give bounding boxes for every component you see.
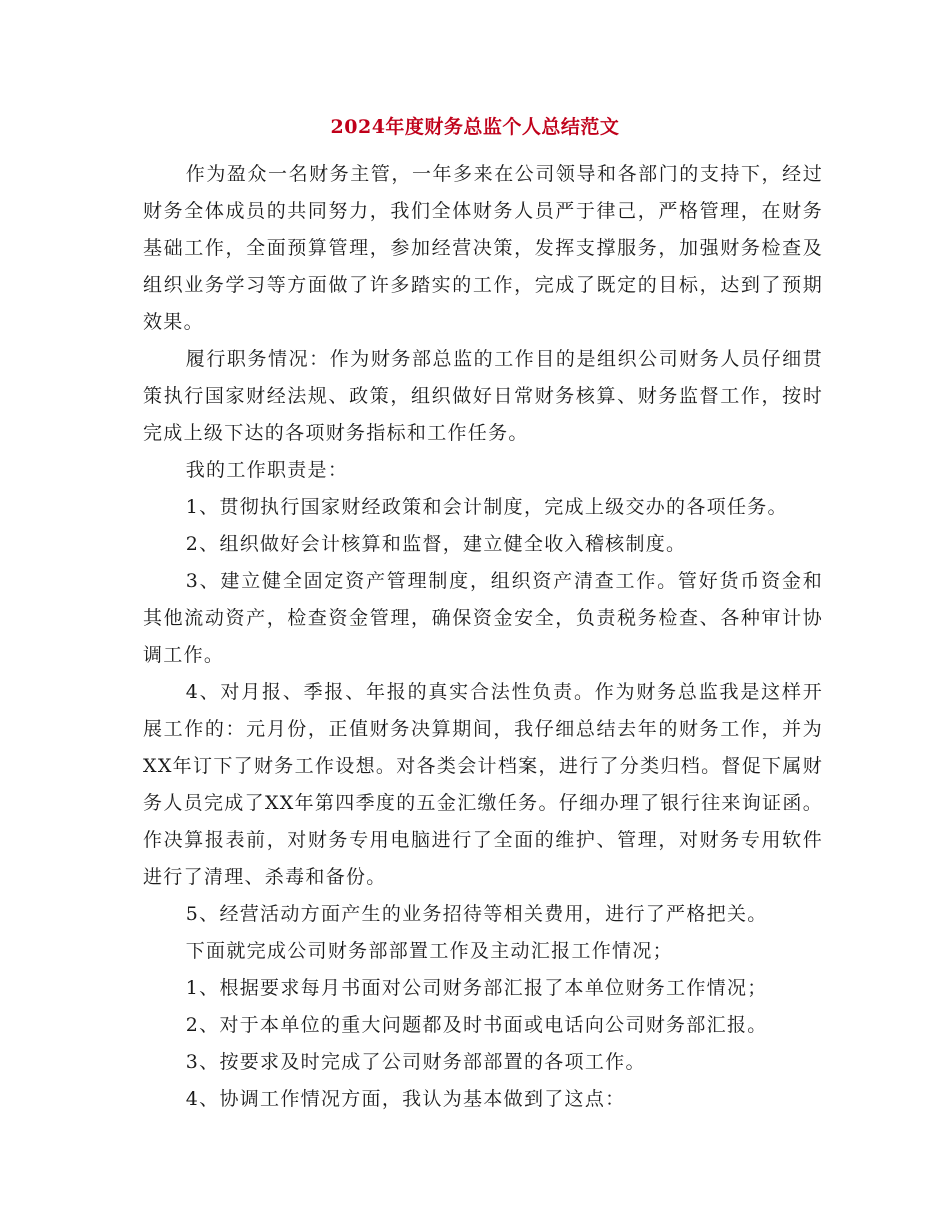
list-item: 1、根据要求每月书面对公司财务部汇报了本单位财务工作情况； <box>185 977 768 999</box>
list-item: 1、贯彻执行国家财经政策和会计制度，完成上级交办的各项任务。 <box>185 496 788 518</box>
list-item: 3、按要求及时完成了公司财务部部置的各项工作。 <box>185 1051 646 1073</box>
list-item: 5、经营活动方面产生的业务招待等相关费用，进行了严格把关。 <box>185 903 768 925</box>
document-body <box>143 156 823 1118</box>
document-title: 2024年度财务总监个人总结范文 <box>330 116 620 138</box>
paragraph: 作为盈众一名财务主管，一年多来在公司领导和各部门的支持下，经过财务全体成员的共同努力，我们全体财务人员严于律己，严格管理，在财务基础工作，全面预算管理，参加经营决策，发挥支撑服务，加强财务检查及组织业务学习等方面做了许多踏实的工作，完成了既定的目标，达到了预期效果。 <box>143 163 823 333</box>
list-item: 3、建立健全固定资产管理制度，组织资产清查工作。管好货币资金和其他流动资产，检查资金管理，确保资金安全，负责税务检查、各种审计协调工作。 <box>143 570 823 666</box>
list-item: 4、协调工作情况方面，我认为基本做到了这点： <box>185 1088 626 1110</box>
paragraph: 下面就完成公司财务部部置工作及主动汇报工作情况； <box>185 940 673 962</box>
paragraph: 履行职务情况：作为财务部总监的工作目的是组织公司财务人员仔细贯策执行国家财经法规、政策，组织做好日常财务核算、财务监督工作，按时完成上级下达的各项财务指标和工作任务。 <box>143 348 823 444</box>
list-item: 2、对于本单位的重大问题都及时书面或电话向公司财务部汇报。 <box>185 1014 768 1036</box>
list-item: 4、对月报、季报、年报的真实合法性负责。作为财务总监我是这样开展工作的：元月份，正值财务决算期间，我仔细总结去年的财务工作，并为XX年订下了财务工作设想。对各类会计档案，进行了分类归档。督促下属财务人员完成了XX年第四季度的五金汇缴任务。仔细办理了银行往来询证函。作决算报表前，对财务专用电脑进行了全面的维护、管理，对财务专用软件进行了清理、杀毒和备份。 <box>143 681 823 888</box>
paragraph: 我的工作职责是： <box>185 459 349 481</box>
list-item: 2、组织做好会计核算和监督，建立健全收入稽核制度。 <box>185 533 687 555</box>
